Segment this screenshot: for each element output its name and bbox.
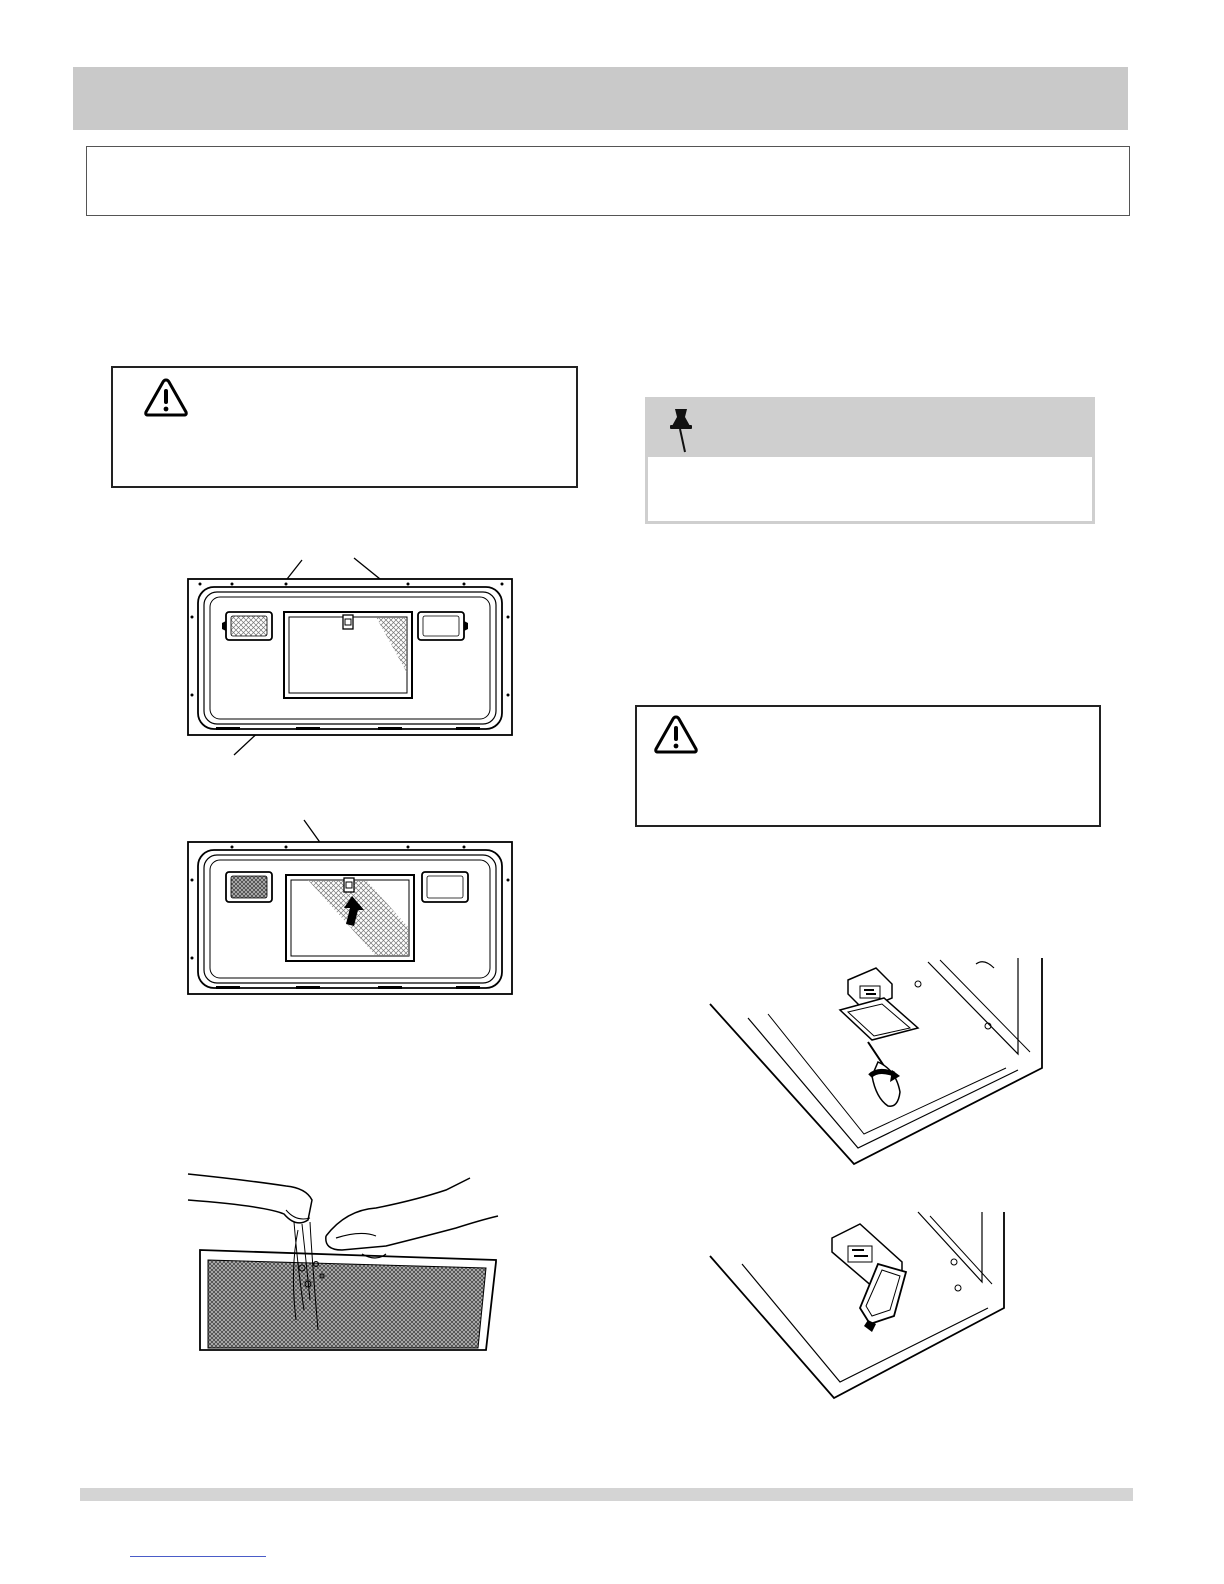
footer-band	[80, 1488, 1133, 1501]
warning-triangle-icon	[653, 714, 699, 754]
note-box	[645, 397, 1095, 524]
light-cover-open-illustration	[708, 1212, 1008, 1402]
filter-washing-illustration	[186, 1160, 501, 1355]
pushpin-icon	[668, 406, 698, 454]
microwave-bottom-filters-illustration	[186, 555, 516, 760]
warning-box-left	[111, 366, 578, 488]
warning-triangle-icon	[143, 377, 189, 417]
footer-link[interactable]	[130, 1556, 266, 1557]
page-header-band	[73, 67, 1128, 130]
note-header	[648, 400, 1092, 457]
warning-box-right	[635, 705, 1101, 827]
section-title-box	[86, 146, 1130, 216]
light-cover-screwdriver-illustration	[708, 958, 1048, 1168]
grease-filter-removal-illustration	[186, 818, 516, 998]
